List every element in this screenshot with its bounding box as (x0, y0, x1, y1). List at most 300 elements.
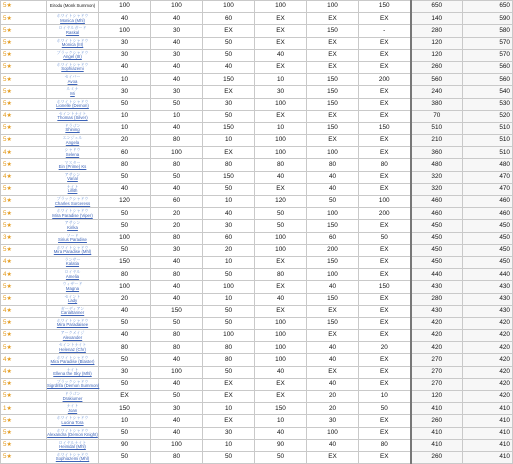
cell-name-link[interactable]: Ellena the Sky (Mhl) (53, 371, 92, 377)
cell-name-link[interactable]: Kalatia (65, 261, 80, 267)
cell-v6: EX (359, 378, 411, 390)
cell-v4: EX (255, 110, 307, 122)
cell-name-link[interactable]: Avoa (67, 78, 78, 84)
cell-v4: 50 (255, 208, 307, 220)
cell-v1: 50 (99, 378, 151, 390)
cell-v5: 150 (307, 98, 359, 110)
table-row (1, 342, 513, 354)
cell-v1: 20 (99, 135, 151, 147)
cell-t1: 450 (411, 232, 463, 244)
cell-t2: 410 (463, 403, 513, 415)
cell-v3: 50 (203, 305, 255, 317)
cell-t2: 470 (463, 183, 513, 195)
cell-v1: 60 (99, 147, 151, 159)
cell-t2: 560 (463, 74, 513, 86)
cell-t1: 410 (411, 403, 463, 415)
cell-v3: 100 (203, 281, 255, 293)
cell-name-jp: ホワイトシャドウ (56, 317, 89, 323)
cell-v1: 40 (99, 61, 151, 73)
cell-t1: 270 (411, 354, 463, 366)
cell-name (47, 378, 99, 390)
cell-v4: 40 (255, 427, 307, 439)
cell-v2: 50 (151, 171, 203, 183)
cell-name-link[interactable]: Magna (65, 285, 80, 291)
cell-t1: 560 (411, 74, 463, 86)
cell-v5: EX (307, 61, 359, 73)
cell-v5: 100 (307, 1, 359, 13)
cell-name (47, 159, 99, 171)
cell-v2: 80 (151, 342, 203, 354)
cell-name (47, 183, 99, 195)
cell-rarity: 5★ (1, 378, 47, 390)
cell-v2: 50 (151, 98, 203, 110)
cell-name (47, 330, 99, 342)
cell-name-link[interactable]: Sigrdrifa (Demon Summon) (47, 383, 100, 389)
cell-rarity: 5★ (1, 49, 47, 61)
table-row (1, 86, 513, 98)
cell-v5: 40 (307, 281, 359, 293)
cell-name-jp: ホワイトシャドウ (56, 62, 89, 68)
cell-v1: 100 (99, 281, 151, 293)
cell-name-jp: ホワイトシャドウ (56, 37, 89, 43)
cell-name (47, 61, 99, 73)
cell-v6: EX (359, 244, 411, 256)
cell-v4: 40 (255, 49, 307, 61)
cell-v5: 150 (307, 293, 359, 305)
cell-v2: 150 (151, 305, 203, 317)
cell-name-link[interactable]: Selena (65, 151, 80, 157)
cell-rarity: 5★ (1, 122, 47, 134)
cell-v2: 40 (151, 415, 203, 427)
cell-t1: 360 (411, 147, 463, 159)
cell-v5: 40 (307, 439, 359, 451)
cell-v3: 10 (203, 439, 255, 451)
cell-name-jp: エンジェル (62, 135, 83, 141)
cell-rarity: 4★ (1, 147, 47, 159)
cell-name (47, 391, 99, 403)
cell-name-link[interactable]: Mira Paradise (Mhl) (53, 249, 92, 255)
cell-v5: 150 (307, 317, 359, 329)
cell-v4: EX (255, 378, 307, 390)
cell-v4: EX (255, 183, 307, 195)
cell-v1: 40 (99, 183, 151, 195)
cell-name-jp: ブラックシャドウ (56, 196, 89, 202)
cell-v6: EX (359, 293, 411, 305)
cell-v6: EX (359, 183, 411, 195)
cell-rarity: 4★ (1, 171, 47, 183)
cell-t2: 650 (463, 1, 513, 13)
cell-t1: 320 (411, 171, 463, 183)
cell-t1: 430 (411, 281, 463, 293)
cell-name-link[interactable]: Alexander (62, 334, 83, 340)
table-row (1, 122, 513, 134)
cell-v2: 40 (151, 293, 203, 305)
cell-v5: 150 (307, 74, 359, 86)
cell-t1: 650 (411, 1, 463, 13)
cell-rarity: 5★ (1, 342, 47, 354)
cell-rarity: 1★ (1, 403, 47, 415)
table-row (1, 281, 513, 293)
table-row (1, 159, 513, 171)
cell-v5: 150 (307, 122, 359, 134)
cell-name-jp: セイントナイト (58, 110, 87, 116)
cell-v3: 150 (203, 74, 255, 86)
cell-v4: 100 (255, 147, 307, 159)
cell-t2: 540 (463, 86, 513, 98)
cell-v3: 10 (203, 403, 255, 415)
cell-v1: 10 (99, 415, 151, 427)
cell-name-jp: ホワイトシャドウ (56, 452, 89, 458)
cell-name-link[interactable]: Mira Paradise (Viper) (52, 212, 93, 218)
cell-v3: 50 (203, 183, 255, 195)
cell-v2: 40 (151, 378, 203, 390)
cell-name (47, 37, 99, 49)
cell-v6: 80 (359, 439, 411, 451)
cell-rarity: 4★ (1, 354, 47, 366)
cell-t1: 280 (411, 25, 463, 37)
cell-name-jp: セイントナイト (58, 342, 87, 348)
cell-v3: 80 (203, 342, 255, 354)
cell-name (47, 256, 99, 268)
cell-v2: 80 (151, 232, 203, 244)
cell-v2: 20 (151, 220, 203, 232)
cell-name-link[interactable]: Monica (Mhl) (60, 17, 85, 23)
cell-v6: EX (359, 86, 411, 98)
cell-v6: EX (359, 330, 411, 342)
cell-v2: 100 (151, 1, 203, 13)
cell-name-link[interactable]: Kirika (67, 224, 78, 230)
cell-name (47, 1, 99, 13)
cell-v1: EX (99, 391, 151, 403)
cell-v2: 30 (151, 244, 203, 256)
cell-name (47, 281, 99, 293)
cell-v6: EX (359, 354, 411, 366)
cell-v2: 40 (151, 37, 203, 49)
cell-name-link[interactable]: Sophiazemi (Mhl) (55, 456, 90, 462)
cell-v4: 10 (255, 415, 307, 427)
cell-name-jp: マスター (64, 159, 81, 165)
cell-v4: EX (255, 61, 307, 73)
cell-name (47, 122, 99, 134)
cell-t1: 140 (411, 13, 463, 25)
cell-v1: 120 (99, 196, 151, 208)
cell-v6: EX (359, 135, 411, 147)
cell-t1: 460 (411, 208, 463, 220)
cell-rarity: 5★ (1, 244, 47, 256)
cell-rarity: 5★ (1, 208, 47, 220)
cell-t1: 410 (411, 427, 463, 439)
cell-name-link[interactable]: Amelia (65, 273, 80, 279)
cell-t2: 420 (463, 342, 513, 354)
cell-name (47, 317, 99, 329)
cell-t2: 420 (463, 366, 513, 378)
cell-v6: EX (359, 110, 411, 122)
cell-v6: - (359, 25, 411, 37)
cell-name (47, 208, 99, 220)
cell-v5: EX (307, 135, 359, 147)
cell-v1: 30 (99, 49, 151, 61)
cell-name (47, 305, 99, 317)
cell-v6: EX (359, 427, 411, 439)
cell-v5: 40 (307, 171, 359, 183)
cell-name-link[interactable]: Raskal (65, 29, 80, 35)
cell-v5: EX (307, 451, 359, 463)
cell-name-jp: シャドウ (64, 147, 81, 153)
cell-v3: 60 (203, 13, 255, 25)
cell-v4: 100 (255, 98, 307, 110)
cell-t2: 530 (463, 98, 513, 110)
cell-v3: 100 (203, 330, 255, 342)
cell-name-link[interactable]: Heimdal (Mhl) (59, 444, 86, 450)
cell-name-link[interactable]: Lionelle (Demon) (56, 103, 89, 108)
cell-name-jp: ロイヤル (64, 269, 81, 275)
cell-name (47, 232, 99, 244)
cell-v4: 40 (255, 171, 307, 183)
table-row (1, 232, 513, 244)
cell-v3: 50 (203, 269, 255, 281)
cell-name-link[interactable]: Joan (67, 407, 78, 413)
cell-name-jp: ランサー (64, 257, 81, 263)
cell-name-link[interactable]: Angel (III) (63, 54, 82, 60)
table-row (1, 403, 513, 415)
cell-name (47, 403, 99, 415)
cell-name-link[interactable]: Sophiazemi (61, 66, 84, 72)
cell-v2: 40 (151, 256, 203, 268)
cell-rarity: 5★ (1, 13, 47, 25)
cell-rarity: 5★ (1, 159, 47, 171)
cell-v4: 30 (255, 86, 307, 98)
table-row (1, 98, 513, 110)
cell-name (47, 74, 99, 86)
cell-v6: 80 (359, 159, 411, 171)
cell-name-jp: ホワイトシャドウ (56, 98, 89, 104)
cell-v5: 40 (307, 342, 359, 354)
table-row (1, 110, 513, 122)
table-row (1, 427, 513, 439)
cell-v2: 40 (151, 183, 203, 195)
cell-v1: 80 (99, 159, 151, 171)
cell-name-jp: ホワイトシャドウ (56, 427, 89, 433)
cell-v3: 50 (203, 110, 255, 122)
cell-rarity: 5★ (1, 74, 47, 86)
cell-t2: 410 (463, 427, 513, 439)
cell-v3: 50 (203, 366, 255, 378)
cell-rarity: 5★ (1, 415, 47, 427)
table-row (1, 354, 513, 366)
cell-v3: 10 (203, 135, 255, 147)
cell-v3: 20 (203, 244, 255, 256)
cell-v3: 50 (203, 451, 255, 463)
cell-v2: 40 (151, 61, 203, 73)
table-row (1, 196, 513, 208)
cell-t1: 460 (411, 196, 463, 208)
cell-v5: EX (307, 37, 359, 49)
cell-v1: 10 (99, 110, 151, 122)
cell-v2: 80 (151, 135, 203, 147)
cell-v3: 10 (203, 196, 255, 208)
cell-v1: 100 (99, 1, 151, 13)
cell-v4: 50 (255, 451, 307, 463)
cell-name-jp: セイバー (64, 74, 81, 80)
cell-rarity: 5★ (1, 281, 47, 293)
cell-name-link[interactable]: Lady (67, 298, 78, 303)
cell-t1: 120 (411, 49, 463, 61)
cell-v3: 80 (203, 159, 255, 171)
cell-v3: 50 (203, 49, 255, 61)
cell-v4: 90 (255, 439, 307, 451)
table-body (1, 1, 513, 464)
cell-t2: 420 (463, 317, 513, 329)
cell-t1: 430 (411, 305, 463, 317)
cell-v3: 40 (203, 61, 255, 73)
cell-name-link[interactable]: Drakiumer (62, 395, 83, 401)
cell-v4: 100 (255, 244, 307, 256)
cell-name (47, 86, 99, 98)
cell-name-jp: アサシン (64, 171, 81, 177)
cell-name-link[interactable]: Ein (Prime) Ks (58, 163, 87, 169)
cell-name-link[interactable]: Sirius Paradise (58, 237, 87, 243)
cell-t2: 430 (463, 305, 513, 317)
cell-v1: 50 (99, 427, 151, 439)
cell-rarity: 5★ (1, 427, 47, 439)
cell-t2: 420 (463, 391, 513, 403)
cell-v6: 50 (359, 403, 411, 415)
cell-v5: 50 (307, 196, 359, 208)
cell-name-link[interactable]: Angela (65, 139, 80, 145)
cell-name-link[interactable]: Carialtanner (60, 310, 85, 316)
cell-name-link[interactable]: Mira Paradaisee (56, 322, 89, 328)
cell-v5: 100 (307, 427, 359, 439)
cell-name-link[interactable]: Mira Paradise (Blaster) (50, 358, 95, 364)
cell-v6: EX (359, 49, 411, 61)
cell-v3: 40 (203, 208, 255, 220)
cell-name (47, 25, 99, 37)
cell-rarity: 4★ (1, 366, 47, 378)
cell-t1: 420 (411, 342, 463, 354)
cell-name-jp: ホワイトシャドウ (56, 13, 89, 19)
cell-v5: 60 (307, 232, 359, 244)
cell-name-jp: ホワイトシャドウ (56, 244, 89, 250)
cell-v6: EX (359, 415, 411, 427)
cell-v2: 40 (151, 354, 203, 366)
cell-name (47, 196, 99, 208)
table-row (1, 1, 513, 13)
cell-t2: 470 (463, 171, 513, 183)
cell-v5: 40 (307, 183, 359, 195)
cell-name-link[interactable]: Charles Sorceress (54, 200, 91, 206)
cell-v2: 60 (151, 196, 203, 208)
cell-v1: 30 (99, 86, 151, 98)
cell-v6: EX (359, 147, 411, 159)
cell-v3: 30 (203, 220, 255, 232)
cell-v1: 50 (99, 171, 151, 183)
cell-name-link[interactable]: Varial (67, 176, 78, 182)
cell-rarity: 4★ (1, 110, 47, 122)
cell-v3: 80 (203, 354, 255, 366)
cell-v3: 50 (203, 317, 255, 329)
cell-v4: 100 (255, 135, 307, 147)
table-row (1, 439, 513, 451)
cell-rarity: 5★ (1, 98, 47, 110)
cell-v3: EX (203, 147, 255, 159)
cell-name-link[interactable]: Lillith (67, 188, 78, 194)
cell-v1: 20 (99, 293, 151, 305)
cell-v1: 50 (99, 98, 151, 110)
cell-v1: 100 (99, 232, 151, 244)
cell-v4: EX (255, 25, 307, 37)
cell-name-jp: ロイヤルナイト (58, 439, 87, 445)
cell-v6: EX (359, 220, 411, 232)
cell-v2: 80 (151, 330, 203, 342)
cell-v5: EX (307, 110, 359, 122)
cell-v4: 10 (255, 122, 307, 134)
cell-name-jp: ロイヤルガード (58, 25, 87, 31)
cell-rarity: 5★ (1, 293, 47, 305)
cell-v5: 40 (307, 354, 359, 366)
cell-rarity: 4★ (1, 256, 47, 268)
cell-rarity: 3★ (1, 232, 47, 244)
cell-v2: 30 (151, 49, 203, 61)
cell-name (47, 427, 99, 439)
cell-v6: EX (359, 61, 411, 73)
cell-v4: EX (255, 13, 307, 25)
cell-t2: 510 (463, 147, 513, 159)
cell-v2: 30 (151, 86, 203, 98)
cell-v3: EX (203, 25, 255, 37)
cell-name-link[interactable]: Helenaz (Chr) (59, 346, 86, 352)
cell-v1: 150 (99, 403, 151, 415)
cell-v6: 10 (359, 391, 411, 403)
cell-v2: 40 (151, 13, 203, 25)
cell-v1: 100 (99, 25, 151, 37)
cell-v5: 40 (307, 378, 359, 390)
cell-v6: 150 (359, 1, 411, 13)
cell-t2: 570 (463, 37, 513, 49)
cell-v4: 80 (255, 269, 307, 281)
cell-v2: 40 (151, 122, 203, 134)
cell-name-jp: ルミナ (66, 86, 79, 92)
cell-name (47, 366, 99, 378)
cell-name-link[interactable]: Thomas (Silver) (57, 115, 88, 121)
cell-v3: EX (203, 415, 255, 427)
cell-t2: 560 (463, 61, 513, 73)
cell-v4: 150 (255, 403, 307, 415)
cell-rarity: 5★ (1, 451, 47, 463)
cell-name-link[interactable]: Shining (65, 127, 80, 133)
cell-v1: 90 (99, 439, 151, 451)
cell-t1: 270 (411, 378, 463, 390)
cell-name-link[interactable]: Mi (70, 90, 75, 96)
cell-t1: 260 (411, 451, 463, 463)
cell-rarity: 5★ (1, 135, 47, 147)
cell-t1: 420 (411, 317, 463, 329)
cell-v1: 50 (99, 354, 151, 366)
cell-t1: 450 (411, 244, 463, 256)
cell-name-link[interactable]: Lucina Tora (61, 419, 84, 425)
cell-v2: 30 (151, 25, 203, 37)
cell-v2: 80 (151, 269, 203, 281)
cell-v4: EX (255, 281, 307, 293)
cell-v3: EX (203, 378, 255, 390)
cell-name-link[interactable]: Monica (III) (61, 42, 84, 48)
cell-v2: 40 (151, 74, 203, 86)
cell-name-link[interactable]: Alexandra (Demon Knight) (47, 432, 98, 438)
cell-v4: EX (255, 391, 307, 403)
cell-v4: 40 (255, 366, 307, 378)
cell-name-jp: ホワイトシャドウ (56, 208, 89, 214)
cell-v1: 50 (99, 208, 151, 220)
cell-v2: 40 (151, 427, 203, 439)
